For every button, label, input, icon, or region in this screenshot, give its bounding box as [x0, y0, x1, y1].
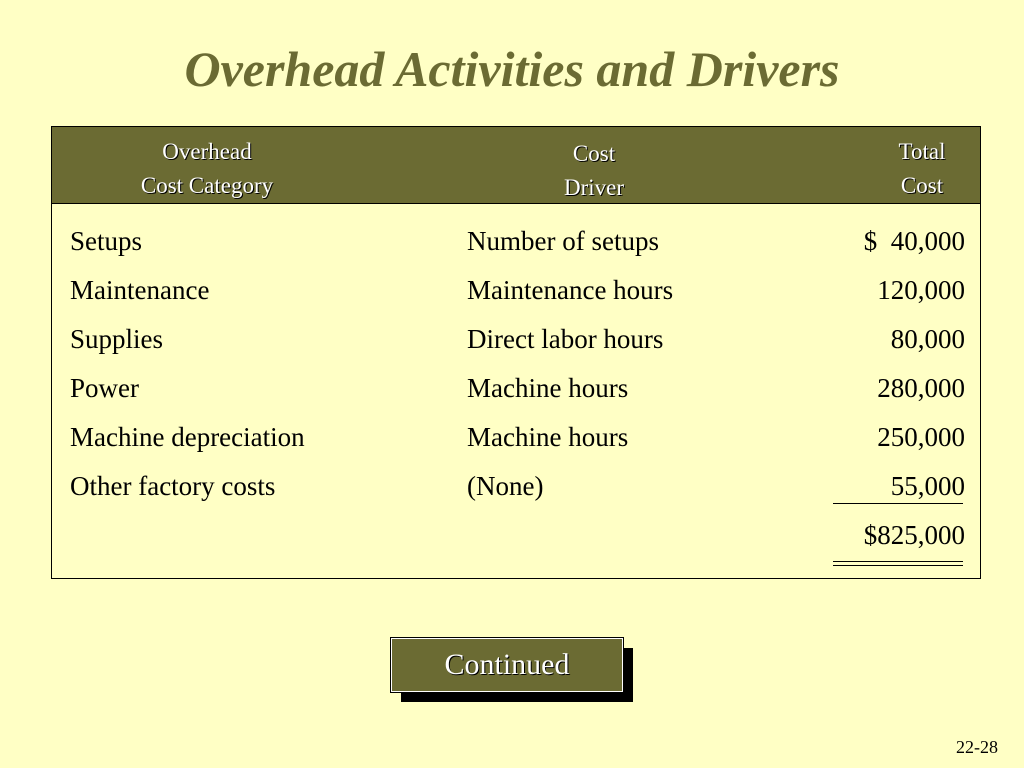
header-category-line-2: Cost Category	[140, 173, 274, 198]
total-cost-cell: 280,000	[877, 373, 965, 403]
table-row	[52, 364, 980, 413]
header-total-line-2: Cost	[900, 173, 944, 198]
cost-driver-cell: Machine hours	[467, 422, 629, 452]
slide-title: Overhead Activities and Drivers	[184, 41, 840, 97]
total-cost-cell: 250,000	[877, 422, 965, 452]
table-row	[52, 315, 980, 364]
cost-driver-cell: Number of setups	[467, 226, 659, 256]
cost-driver-cell: Maintenance hours	[467, 275, 674, 305]
total-cost-cell: 80,000	[890, 324, 965, 354]
header-driver-line-2: Driver	[563, 175, 625, 200]
header-cost-driver	[494, 137, 694, 205]
header-total-line-1: Total	[898, 139, 946, 164]
cost-category-cell: Power	[70, 373, 139, 403]
total-cost-cell: $ 40,000	[863, 226, 965, 256]
header-category-line-1: Overhead	[162, 139, 252, 164]
slide-number: 22-28	[956, 737, 998, 757]
overhead-table	[51, 126, 981, 579]
cost-driver-cell: Machine hours	[467, 373, 629, 403]
grand-total-cell: $825,000	[863, 520, 965, 550]
total-row	[52, 511, 980, 560]
total-cost-cell: 120,000	[877, 275, 965, 305]
cost-category-cell: Other factory costs	[70, 471, 276, 501]
table-header	[52, 127, 980, 204]
cost-category-cell: Supplies	[70, 324, 164, 354]
cost-category-cell: Machine depreciation	[70, 422, 305, 452]
header-total-cost	[852, 135, 992, 203]
total-cost-cell: 55,000	[890, 471, 965, 501]
header-driver-line-1: Cost	[572, 141, 616, 166]
table-row	[52, 217, 980, 266]
cost-category-cell: Maintenance	[70, 275, 210, 305]
cost-driver-cell: Direct labor hours	[467, 324, 664, 354]
subtotal-underline	[833, 503, 963, 504]
cost-driver-cell: (None)	[467, 471, 544, 501]
continued-button[interactable]: Continued	[391, 638, 623, 692]
header-overhead-cost-category	[107, 135, 307, 203]
table-row	[52, 413, 980, 462]
total-double-underline	[833, 561, 963, 566]
table-row	[52, 266, 980, 315]
cost-category-cell: Setups	[70, 226, 143, 256]
